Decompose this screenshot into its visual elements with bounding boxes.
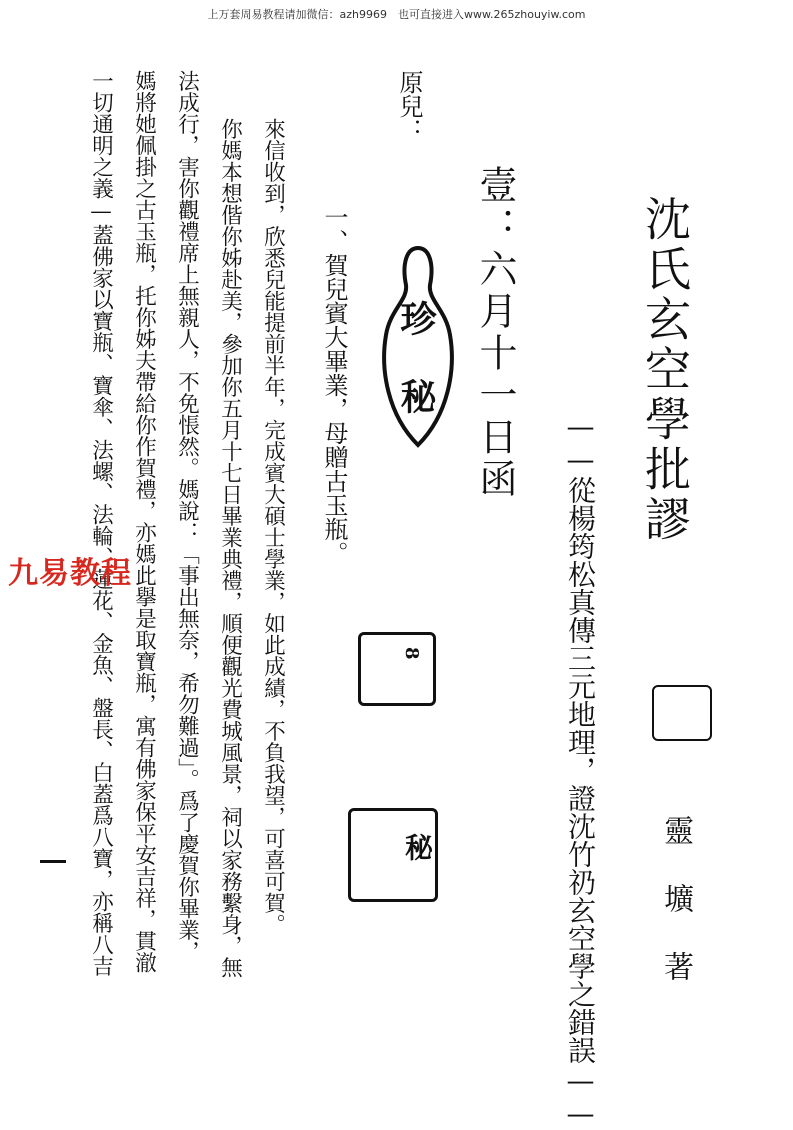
square-seal-top-text: 8 — [401, 647, 422, 660]
gourd-seal-text: 珍 秘 — [395, 300, 437, 414]
book-author: 靈 壙 著 — [658, 815, 693, 985]
square-seal-top — [358, 632, 436, 706]
square-seal-bottom-text: 秘 — [401, 833, 434, 861]
letter-column-2: 你媽本想偕你姊赴美，參加你五月十七日畢業典禮，順便觀光費城風景，祠以家務繫身，無 — [217, 118, 243, 978]
letter-column-4: 媽將她佩掛之古玉瓶，托你姊夫帶給你作賀禮，亦媽此擧是取寶瓶，寓有佛家保平安吉祥，貫澈 — [131, 70, 157, 973]
letter-column-5: 一切通明之義—蓋佛家以寶瓶、寶傘、法螺、法輪、蓮花、金魚、盤長、白蓋爲八寶，亦稱八吉 — [88, 70, 114, 977]
square-seal-bottom — [348, 808, 438, 902]
book-title: 沈氏玄空學批謬 — [638, 195, 692, 545]
watermark: 九易教程 — [8, 556, 132, 591]
letter-column-3: 法成行，害你觀禮席上無親人，不免悵然。媽說：「事出無奈，希勿難過」。爲了慶賀你畢業， — [174, 70, 200, 963]
letter-heading: 壹：六月十一日函 — [473, 165, 517, 501]
page-number — [40, 860, 66, 863]
author-seal-small — [652, 685, 712, 741]
top-banner: 上万套周易教程请加微信：azh9969 也可直接进入www.265zhouyiw.com — [207, 8, 586, 21]
letter-salutation: 原兒： — [395, 70, 423, 142]
letter-column-1: 來信收到，欣悉兒能提前半年，完成賓大碩士學業，如此成績，不負我望，可喜可賀。 — [260, 118, 286, 935]
book-subtitle: ——從楊筠松真傳三元地理，證沈竹礽玄空學之錯誤—— — [564, 410, 597, 1130]
letter-item: 一、賀兒賓大畢業，母贈古玉瓶。 — [320, 205, 348, 565]
